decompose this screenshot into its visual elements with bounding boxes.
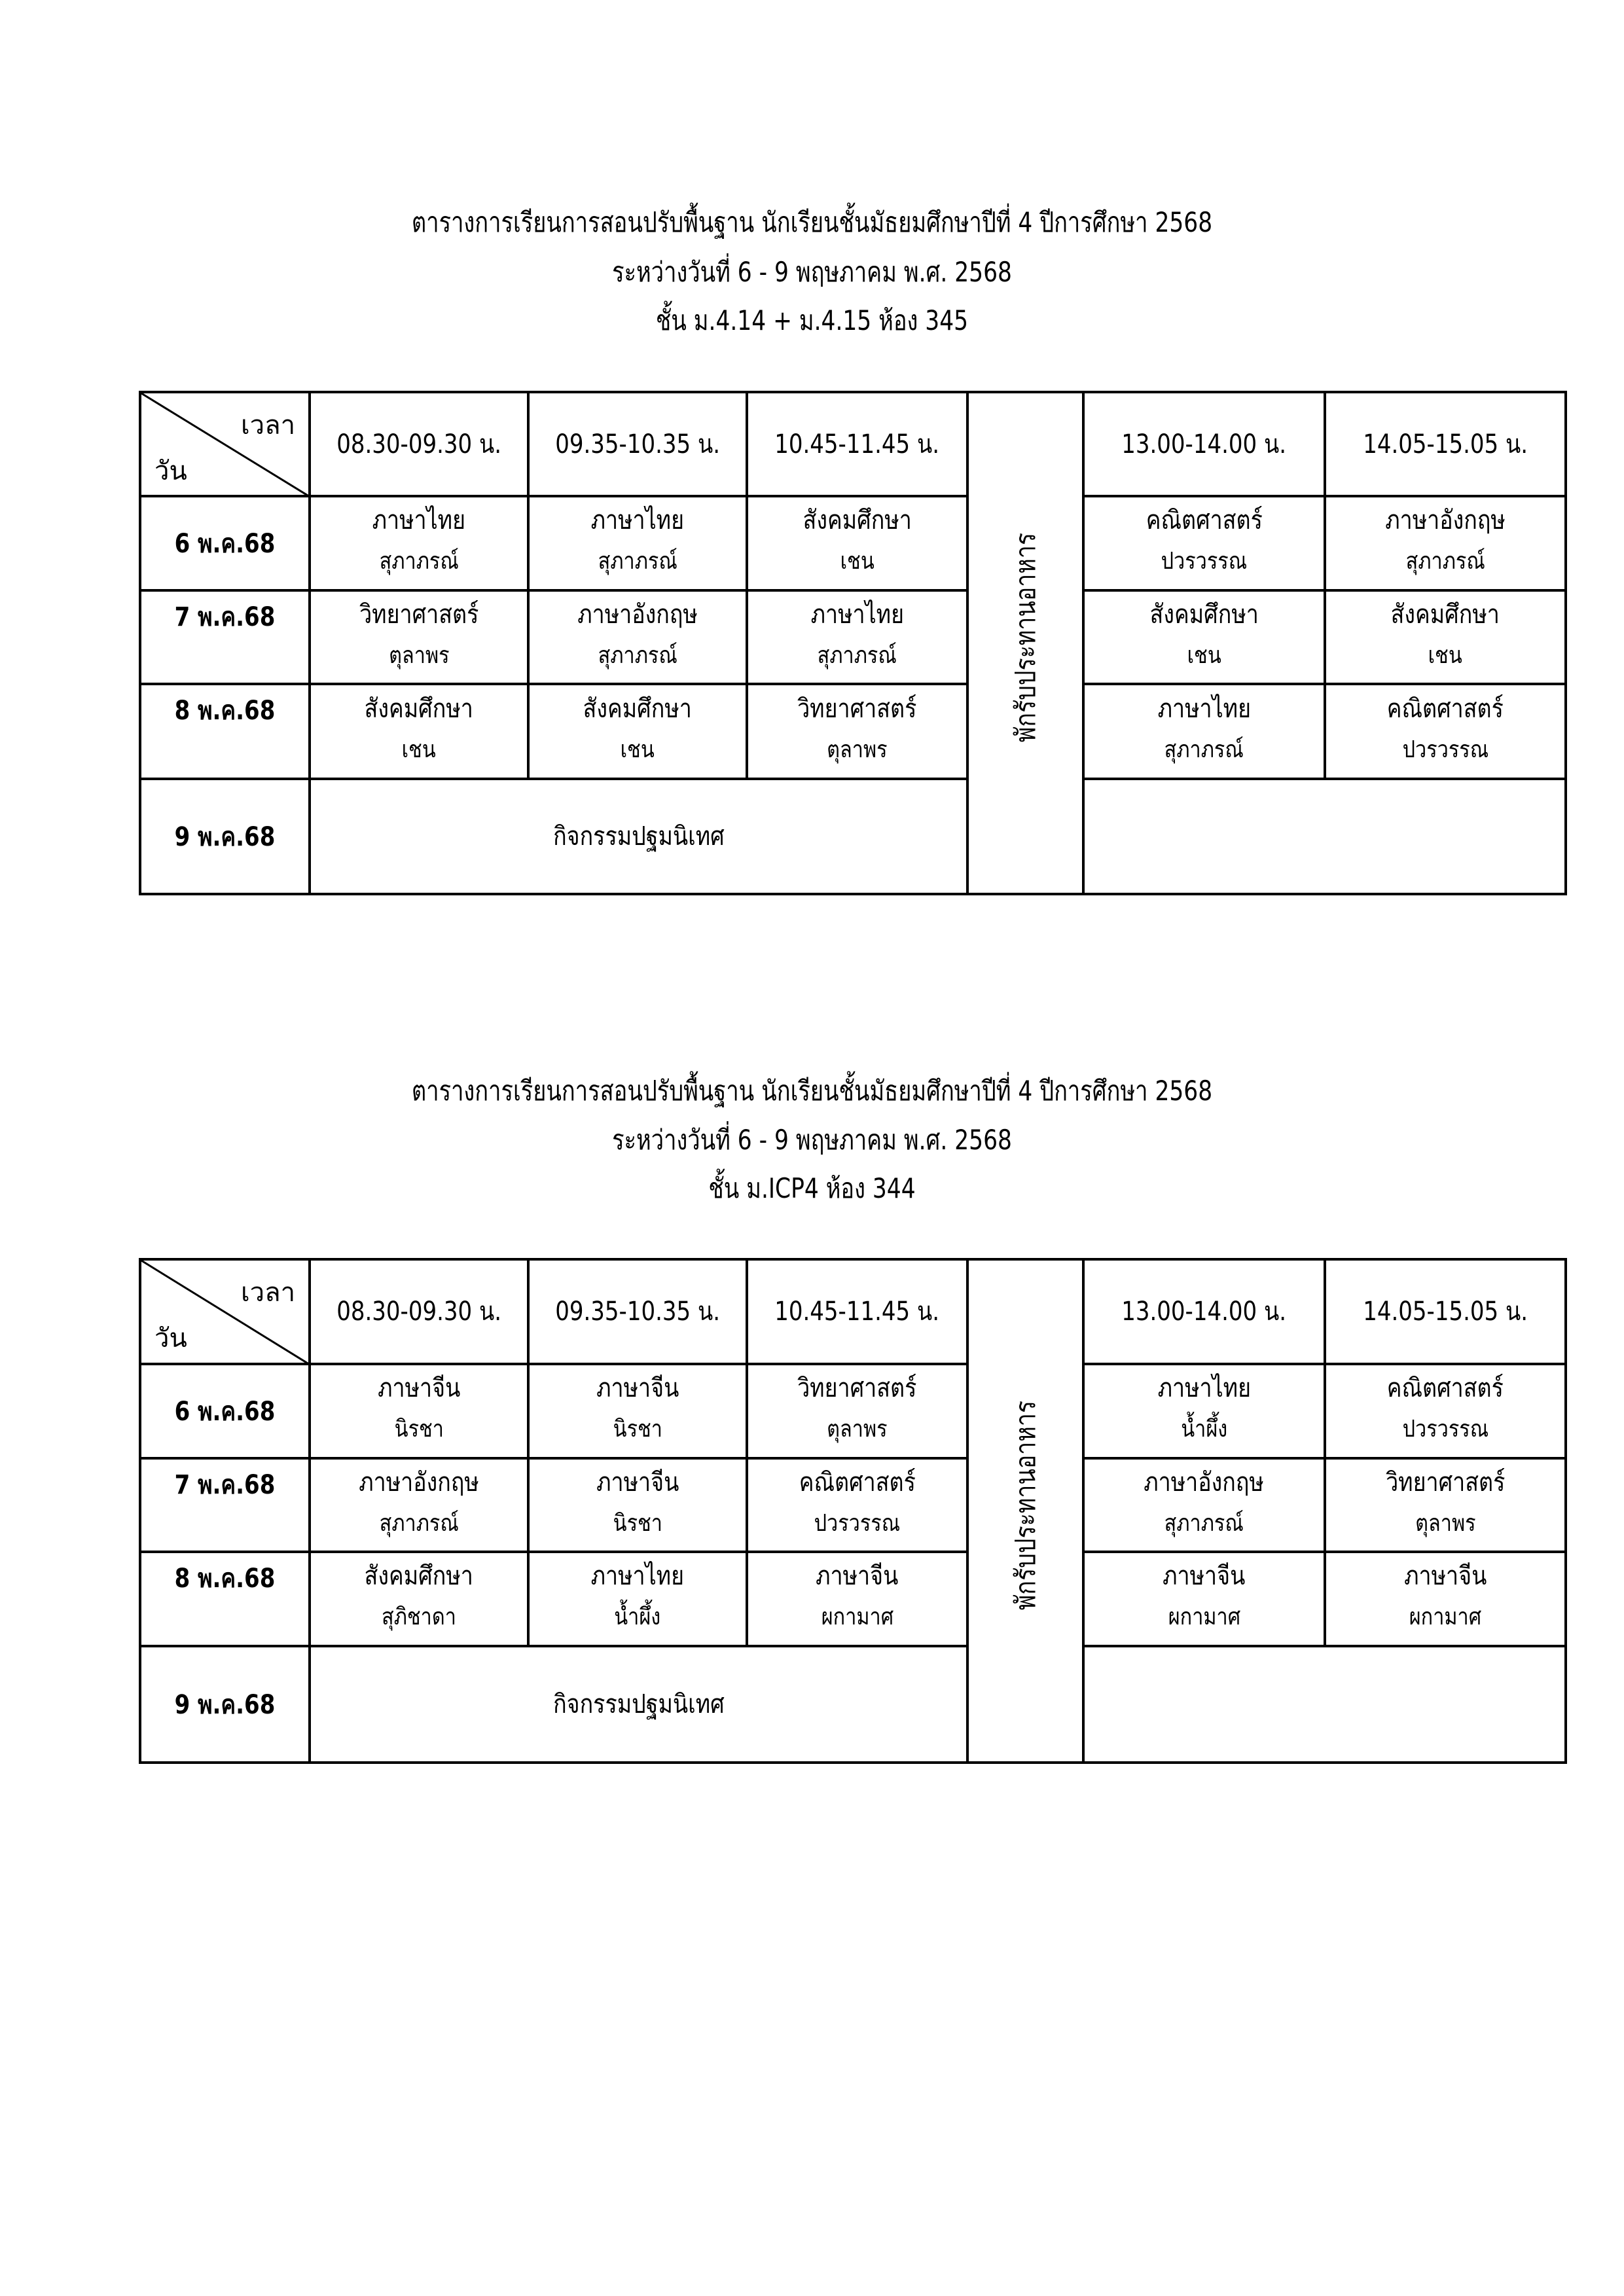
- period-header: [1083, 1259, 1325, 1364]
- teacher-name: เชน: [401, 736, 437, 763]
- lesson-cell: [528, 684, 747, 779]
- period-header: [528, 392, 747, 496]
- teacher-name: นิรชา: [613, 1509, 662, 1537]
- lesson-cell: [310, 590, 528, 684]
- activity-name: กิจกรรมปฐมนิเทศ: [552, 1689, 725, 1719]
- subject-name: ภาษาอังกฤษ: [1144, 1467, 1265, 1498]
- teacher-name: สุภาภรณ์: [1164, 1509, 1244, 1537]
- subject-name: ภาษาอังกฤษ: [1385, 505, 1506, 535]
- day-label: 6 พ.ค.68: [174, 1397, 276, 1427]
- subject-name: คณิตศาสตร์: [1146, 505, 1263, 535]
- period-header: [747, 392, 967, 496]
- lesson-cell: [310, 1458, 528, 1552]
- lesson-cell: [1083, 496, 1325, 590]
- subject-name: สังคมศึกษา: [364, 693, 474, 724]
- lesson-cell: [747, 590, 967, 684]
- period-time: 08.30-09.30 น.: [336, 1297, 501, 1327]
- day-label: 8 พ.ค.68: [174, 1564, 276, 1594]
- teacher-name: ผกามาศ: [1409, 1604, 1482, 1630]
- lesson-cell: [1325, 684, 1566, 779]
- period-time: 10.45-11.45 น.: [774, 429, 940, 459]
- subject-name: ภาษาไทย: [590, 505, 685, 535]
- subject-name: คณิตศาสตร์: [1386, 1373, 1504, 1403]
- subject-name: ภาษาไทย: [372, 505, 466, 535]
- day-cell: [140, 1552, 310, 1651]
- lesson-cell: [747, 684, 967, 779]
- subject-name: สังคมศึกษา: [583, 693, 693, 724]
- subject-name: ภาษาจีน: [1403, 1561, 1487, 1591]
- teacher-name: เชน: [1428, 641, 1463, 669]
- subject-name: ภาษาจีน: [1163, 1561, 1246, 1591]
- lesson-cell: [1325, 496, 1566, 590]
- subject-name: สังคมศึกษา: [803, 505, 912, 535]
- subject-name: ภาษาไทย: [590, 1561, 685, 1591]
- teacher-name: สุภาภรณ์: [817, 641, 897, 669]
- subject-name: ภาษาอังกฤษ: [359, 1467, 479, 1498]
- period-time: 09.35-10.35 น.: [555, 1297, 720, 1327]
- subject-name: วิทยาศาสตร์: [797, 1373, 917, 1403]
- day-cell: [140, 496, 310, 590]
- period-header: [747, 1259, 967, 1364]
- period-header: [1325, 1259, 1566, 1364]
- teacher-name: ตุลาพร: [388, 641, 450, 669]
- subject-name: ภาษาไทย: [1157, 693, 1251, 724]
- period-time: 08.30-09.30 น.: [336, 429, 501, 459]
- lesson-cell: [1325, 1458, 1566, 1552]
- period-header: [1083, 392, 1325, 496]
- teacher-name: ตุลาพร: [827, 736, 888, 763]
- lesson-cell: [1083, 590, 1325, 684]
- timetable-title-line: ตารางการเรียนการสอนปรับพื้นฐาน นักเรียนชั้นมัธยมศึกษาปีที่ 4 ปีการศึกษา 2568: [411, 206, 1213, 238]
- lesson-cell: [1325, 1364, 1566, 1458]
- subject-name: คณิตศาสตร์: [799, 1467, 916, 1498]
- day-cell: [140, 1646, 310, 1763]
- period-header: [310, 392, 528, 496]
- period-time: 09.35-10.35 น.: [555, 429, 720, 459]
- teacher-name: ผกามาศ: [821, 1604, 893, 1630]
- day-label: 9 พ.ค.68: [174, 1690, 276, 1720]
- subject-name: วิทยาศาสตร์: [1385, 1467, 1506, 1498]
- teacher-name: ปวรวรรณ: [814, 1509, 901, 1537]
- subject-name: ภาษาไทย: [810, 599, 904, 630]
- period-time: 14.05-15.05 น.: [1363, 1297, 1528, 1327]
- lesson-cell: [1083, 684, 1325, 779]
- subject-name: ภาษาจีน: [377, 1373, 461, 1403]
- lesson-cell: [1325, 1552, 1566, 1646]
- empty-afternoon-cell: [1083, 1646, 1566, 1763]
- lesson-cell: [310, 496, 528, 590]
- timetable-title-line: ตารางการเรียนการสอนปรับพื้นฐาน นักเรียนชั้นมัธยมศึกษาปีที่ 4 ปีการศึกษา 2568: [411, 1075, 1213, 1107]
- teacher-name: สุภาภรณ์: [1164, 736, 1244, 763]
- day-cell: [140, 779, 310, 894]
- lunch-break-label: พักรับประทานอาหาร: [1009, 532, 1041, 743]
- teacher-name: สุภาภรณ์: [379, 548, 459, 575]
- day-label: 7 พ.ค.68: [174, 602, 276, 632]
- teacher-name: ตุลาพร: [827, 1416, 888, 1443]
- day-label: 7 พ.ค.68: [174, 1470, 276, 1500]
- teacher-name: น้ำผึ้ง: [1181, 1416, 1227, 1443]
- teacher-name: ปวรวรรณ: [1402, 1416, 1489, 1443]
- lesson-cell: [528, 1552, 747, 1646]
- lesson-cell: [1083, 1552, 1325, 1646]
- lesson-cell: [528, 590, 747, 684]
- teacher-name: เชน: [620, 736, 655, 763]
- day-label: 9 พ.ค.68: [174, 822, 276, 852]
- lesson-cell: [528, 1364, 747, 1458]
- corner-time-label: เวลา: [241, 410, 296, 440]
- timetable-title-line: ระหว่างวันที่ 6 - 9 พฤษภาคม พ.ศ. 2568: [612, 1124, 1012, 1156]
- day-label: 8 พ.ค.68: [174, 696, 276, 726]
- period-header: [1325, 392, 1566, 496]
- teacher-name: สุภาภรณ์: [1405, 548, 1485, 575]
- teacher-name: นิรชา: [613, 1416, 662, 1443]
- period-time: 13.00-14.00 น.: [1121, 1297, 1287, 1327]
- lesson-cell: [310, 1552, 528, 1646]
- day-cell: [140, 1458, 310, 1557]
- subject-name: สังคมศึกษา: [1390, 599, 1500, 630]
- teacher-name: ผกามาศ: [1168, 1604, 1240, 1630]
- activity-cell: [310, 779, 967, 894]
- lesson-cell: [747, 1552, 967, 1646]
- lesson-cell: [310, 1364, 528, 1458]
- period-time: 10.45-11.45 น.: [774, 1297, 940, 1327]
- lesson-cell: [747, 496, 967, 590]
- teacher-name: ตุลาพร: [1415, 1509, 1476, 1537]
- corner-day-label: วัน: [154, 1323, 187, 1354]
- teacher-name: นิรชา: [394, 1416, 444, 1443]
- corner-day-label: วัน: [154, 456, 187, 486]
- subject-name: ภาษาจีน: [596, 1373, 679, 1403]
- lunch-break-label: พักรับประทานอาหาร: [1009, 1400, 1041, 1610]
- activity-name: กิจกรรมปฐมนิเทศ: [552, 821, 725, 852]
- teacher-name: ปวรวรรณ: [1161, 548, 1248, 575]
- timetable-title-line: ระหว่างวันที่ 6 - 9 พฤษภาคม พ.ศ. 2568: [612, 256, 1012, 288]
- corner-time-label: เวลา: [241, 1278, 296, 1308]
- lesson-cell: [1325, 590, 1566, 684]
- timetable-title-line: ชั้น ม.4.14 + ม.4.15 ห้อง 345: [655, 304, 969, 336]
- timetable-title-line: ชั้น ม.ICP4 ห้อง 344: [708, 1172, 916, 1204]
- teacher-name: น้ำผึ้ง: [614, 1604, 661, 1630]
- subject-name: ภาษาอังกฤษ: [577, 599, 698, 630]
- lesson-cell: [747, 1364, 967, 1458]
- teacher-name: เชน: [840, 548, 875, 575]
- lesson-cell: [1083, 1458, 1325, 1552]
- teacher-name: สุภาภรณ์: [598, 641, 677, 669]
- lesson-cell: [310, 684, 528, 779]
- day-cell: [140, 590, 310, 689]
- activity-cell: [310, 1646, 967, 1763]
- subject-name: ภาษาจีน: [596, 1467, 679, 1498]
- lesson-cell: [747, 1458, 967, 1552]
- day-cell: [140, 1364, 310, 1458]
- subject-name: สังคมศึกษา: [364, 1561, 474, 1591]
- subject-name: ภาษาไทย: [1157, 1373, 1251, 1403]
- period-header: [528, 1259, 747, 1364]
- lesson-cell: [528, 496, 747, 590]
- period-header: [310, 1259, 528, 1364]
- teacher-name: สุภิชาดา: [382, 1604, 456, 1630]
- period-time: 14.05-15.05 น.: [1363, 429, 1528, 459]
- teacher-name: สุภาภรณ์: [598, 548, 677, 575]
- subject-name: ภาษาจีน: [816, 1561, 899, 1591]
- subject-name: วิทยาศาสตร์: [797, 693, 917, 724]
- subject-name: คณิตศาสตร์: [1386, 693, 1504, 724]
- lesson-cell: [528, 1458, 747, 1552]
- empty-afternoon-cell: [1083, 779, 1566, 894]
- lesson-cell: [1083, 1364, 1325, 1458]
- teacher-name: เชน: [1187, 641, 1221, 669]
- teacher-name: ปวรวรรณ: [1402, 736, 1489, 763]
- subject-name: สังคมศึกษา: [1149, 599, 1259, 630]
- subject-name: วิทยาศาสตร์: [359, 599, 479, 630]
- day-cell: [140, 684, 310, 784]
- period-time: 13.00-14.00 น.: [1121, 429, 1287, 459]
- teacher-name: สุภาภรณ์: [379, 1509, 459, 1537]
- day-label: 6 พ.ค.68: [174, 529, 276, 559]
